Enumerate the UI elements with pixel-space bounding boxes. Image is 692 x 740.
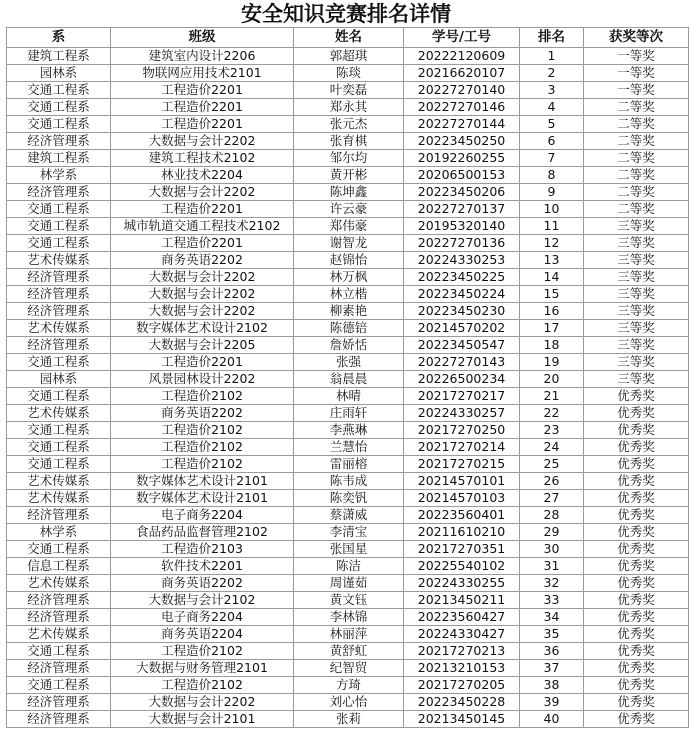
- department-cell: 交通工程系: [7, 541, 111, 558]
- name-cell: 陈洁: [294, 558, 404, 575]
- name-cell: 詹娇恬: [294, 337, 404, 354]
- id-cell: 20217270214: [404, 439, 520, 456]
- name-cell: 柳素艳: [294, 303, 404, 320]
- table-row: [7, 711, 689, 728]
- table-row: [7, 405, 689, 422]
- award-cell: 优秀奖: [584, 388, 689, 405]
- class-cell: 数字媒体艺术设计2101: [111, 473, 294, 490]
- table-row: [7, 558, 689, 575]
- department-cell: 信息工程系: [7, 558, 111, 575]
- rank-cell: 36: [520, 643, 584, 660]
- name-cell: 陈德锫: [294, 320, 404, 337]
- id-cell: 20227270143: [404, 354, 520, 371]
- award-cell: 优秀奖: [584, 405, 689, 422]
- class-cell: 商务英语2202: [111, 252, 294, 269]
- award-cell: 二等奖: [584, 184, 689, 201]
- rank-cell: 39: [520, 694, 584, 711]
- award-cell: 优秀奖: [584, 456, 689, 473]
- class-cell: 大数据与会计2202: [111, 303, 294, 320]
- table-row: [7, 116, 689, 133]
- department-cell: 建筑工程系: [7, 150, 111, 167]
- id-cell: 20217270215: [404, 456, 520, 473]
- name-cell: 张莉: [294, 711, 404, 728]
- id-cell: 20227270140: [404, 82, 520, 99]
- department-cell: 交通工程系: [7, 677, 111, 694]
- class-cell: 商务英语2204: [111, 626, 294, 643]
- id-cell: 20224330257: [404, 405, 520, 422]
- name-cell: 邹尔均: [294, 150, 404, 167]
- award-cell: 优秀奖: [584, 660, 689, 677]
- department-cell: 经济管理系: [7, 184, 111, 201]
- department-cell: 经济管理系: [7, 694, 111, 711]
- rank-cell: 11: [520, 218, 584, 235]
- rank-cell: 4: [520, 99, 584, 116]
- id-cell: 20217270351: [404, 541, 520, 558]
- award-cell: 一等奖: [584, 82, 689, 99]
- department-cell: 交通工程系: [7, 439, 111, 456]
- id-cell: 20206500153: [404, 167, 520, 184]
- award-cell: 三等奖: [584, 303, 689, 320]
- table-row: [7, 303, 689, 320]
- id-cell: 20213450145: [404, 711, 520, 728]
- id-cell: 20224330253: [404, 252, 520, 269]
- rank-cell: 6: [520, 133, 584, 150]
- department-cell: 林学系: [7, 524, 111, 541]
- class-cell: 商务英语2202: [111, 405, 294, 422]
- table-row: [7, 592, 689, 609]
- name-cell: 方琦: [294, 677, 404, 694]
- table-row: [7, 643, 689, 660]
- department-cell: 艺术传媒系: [7, 320, 111, 337]
- class-cell: 大数据与会计2202: [111, 133, 294, 150]
- table-row: [7, 626, 689, 643]
- id-cell: 20217270250: [404, 422, 520, 439]
- rank-cell: 17: [520, 320, 584, 337]
- id-cell: 20227270136: [404, 235, 520, 252]
- table-row: [7, 524, 689, 541]
- class-cell: 大数据与财务管理2101: [111, 660, 294, 677]
- name-cell: 林丽萍: [294, 626, 404, 643]
- name-cell: 林立楷: [294, 286, 404, 303]
- table-row: [7, 575, 689, 592]
- department-cell: 园林系: [7, 65, 111, 82]
- rank-cell: 14: [520, 269, 584, 286]
- name-cell: 叶奕磊: [294, 82, 404, 99]
- department-cell: 交通工程系: [7, 388, 111, 405]
- table-body: [7, 48, 689, 728]
- column-header-rank: 排名: [520, 28, 584, 48]
- class-cell: 电子商务2204: [111, 507, 294, 524]
- department-cell: 经济管理系: [7, 286, 111, 303]
- id-cell: 20211610210: [404, 524, 520, 541]
- table-row: [7, 422, 689, 439]
- class-cell: 建筑室内设计2206: [111, 48, 294, 65]
- class-cell: 食品药品监督管理2102: [111, 524, 294, 541]
- department-cell: 经济管理系: [7, 303, 111, 320]
- award-cell: 三等奖: [584, 218, 689, 235]
- table-row: [7, 337, 689, 354]
- department-cell: 交通工程系: [7, 201, 111, 218]
- name-cell: 兰慧怡: [294, 439, 404, 456]
- rank-cell: 18: [520, 337, 584, 354]
- award-cell: 优秀奖: [584, 541, 689, 558]
- award-cell: 二等奖: [584, 133, 689, 150]
- department-cell: 经济管理系: [7, 609, 111, 626]
- id-cell: 20192260255: [404, 150, 520, 167]
- class-cell: 工程造价2201: [111, 354, 294, 371]
- department-cell: 交通工程系: [7, 456, 111, 473]
- id-cell: 20195320140: [404, 218, 520, 235]
- id-cell: 20223450230: [404, 303, 520, 320]
- name-cell: 黄文钰: [294, 592, 404, 609]
- department-cell: 交通工程系: [7, 354, 111, 371]
- award-cell: 三等奖: [584, 286, 689, 303]
- table-row: [7, 354, 689, 371]
- table-row: [7, 235, 689, 252]
- table-row: [7, 252, 689, 269]
- column-header-class: 班级: [111, 28, 294, 48]
- class-cell: 工程造价2102: [111, 439, 294, 456]
- department-cell: 经济管理系: [7, 269, 111, 286]
- department-cell: 艺术传媒系: [7, 473, 111, 490]
- id-cell: 20223450206: [404, 184, 520, 201]
- name-cell: 蔡潇威: [294, 507, 404, 524]
- award-cell: 一等奖: [584, 65, 689, 82]
- rank-cell: 16: [520, 303, 584, 320]
- name-cell: 黄舒虹: [294, 643, 404, 660]
- class-cell: 工程造价2201: [111, 99, 294, 116]
- table-row: [7, 507, 689, 524]
- id-cell: 20223560401: [404, 507, 520, 524]
- id-cell: 20223560427: [404, 609, 520, 626]
- rank-cell: 1: [520, 48, 584, 65]
- id-cell: 20227270144: [404, 116, 520, 133]
- rank-cell: 7: [520, 150, 584, 167]
- table-row: [7, 150, 689, 167]
- department-cell: 艺术传媒系: [7, 575, 111, 592]
- award-cell: 优秀奖: [584, 677, 689, 694]
- department-cell: 林学系: [7, 167, 111, 184]
- name-cell: 郑伟豪: [294, 218, 404, 235]
- rank-cell: 2: [520, 65, 584, 82]
- department-cell: 建筑工程系: [7, 48, 111, 65]
- class-cell: 商务英语2202: [111, 575, 294, 592]
- award-cell: 一等奖: [584, 48, 689, 65]
- name-cell: 张国星: [294, 541, 404, 558]
- table-row: [7, 82, 689, 99]
- department-cell: 艺术传媒系: [7, 405, 111, 422]
- id-cell: 20214570103: [404, 490, 520, 507]
- rank-cell: 26: [520, 473, 584, 490]
- name-cell: 林万枫: [294, 269, 404, 286]
- id-cell: 20227270146: [404, 99, 520, 116]
- rank-cell: 21: [520, 388, 584, 405]
- award-cell: 优秀奖: [584, 626, 689, 643]
- id-cell: 20227270137: [404, 201, 520, 218]
- class-cell: 工程造价2103: [111, 541, 294, 558]
- id-cell: 20217270205: [404, 677, 520, 694]
- award-cell: 三等奖: [584, 269, 689, 286]
- table-row: [7, 473, 689, 490]
- table-row: [7, 541, 689, 558]
- rank-cell: 35: [520, 626, 584, 643]
- rank-cell: 5: [520, 116, 584, 133]
- table-row: [7, 184, 689, 201]
- id-cell: 20223450228: [404, 694, 520, 711]
- id-cell: 20214570101: [404, 473, 520, 490]
- column-header-department: 系: [7, 28, 111, 48]
- name-cell: 雷丽榕: [294, 456, 404, 473]
- award-cell: 优秀奖: [584, 507, 689, 524]
- rank-cell: 40: [520, 711, 584, 728]
- class-cell: 大数据与会计2202: [111, 269, 294, 286]
- class-cell: 工程造价2201: [111, 235, 294, 252]
- name-cell: 赵锦怡: [294, 252, 404, 269]
- award-cell: 优秀奖: [584, 473, 689, 490]
- table-row: [7, 694, 689, 711]
- class-cell: 工程造价2201: [111, 82, 294, 99]
- department-cell: 园林系: [7, 371, 111, 388]
- department-cell: 艺术传媒系: [7, 490, 111, 507]
- name-cell: 李燕琳: [294, 422, 404, 439]
- id-cell: 20226500234: [404, 371, 520, 388]
- name-cell: 张育棋: [294, 133, 404, 150]
- name-cell: 陈韦成: [294, 473, 404, 490]
- rank-cell: 32: [520, 575, 584, 592]
- table-row: [7, 167, 689, 184]
- award-cell: 优秀奖: [584, 439, 689, 456]
- table-row: [7, 48, 689, 65]
- class-cell: 电子商务2204: [111, 609, 294, 626]
- department-cell: 艺术传媒系: [7, 252, 111, 269]
- award-cell: 三等奖: [584, 337, 689, 354]
- department-cell: 交通工程系: [7, 643, 111, 660]
- name-cell: 李清宝: [294, 524, 404, 541]
- id-cell: 20213210153: [404, 660, 520, 677]
- table-row: [7, 677, 689, 694]
- ranking-table: [6, 27, 689, 728]
- table-row: [7, 218, 689, 235]
- column-header-name: 姓名: [294, 28, 404, 48]
- department-cell: 经济管理系: [7, 660, 111, 677]
- class-cell: 风景园林设计2202: [111, 371, 294, 388]
- name-cell: 周谨茹: [294, 575, 404, 592]
- name-cell: 陈奕钒: [294, 490, 404, 507]
- department-cell: 经济管理系: [7, 133, 111, 150]
- rank-cell: 22: [520, 405, 584, 422]
- award-cell: 优秀奖: [584, 422, 689, 439]
- award-cell: 三等奖: [584, 235, 689, 252]
- class-cell: 大数据与会计2202: [111, 286, 294, 303]
- name-cell: 刘心怡: [294, 694, 404, 711]
- table-row: [7, 388, 689, 405]
- id-cell: 20217270213: [404, 643, 520, 660]
- name-cell: 张强: [294, 354, 404, 371]
- name-cell: 陈坤鑫: [294, 184, 404, 201]
- rank-cell: 23: [520, 422, 584, 439]
- name-cell: 陈琰: [294, 65, 404, 82]
- rank-cell: 30: [520, 541, 584, 558]
- rank-cell: 28: [520, 507, 584, 524]
- page-title: 安全知识竞赛排名详情: [241, 2, 451, 26]
- rank-cell: 19: [520, 354, 584, 371]
- award-cell: 优秀奖: [584, 694, 689, 711]
- class-cell: 大数据与会计2101: [111, 711, 294, 728]
- award-cell: 三等奖: [584, 354, 689, 371]
- id-cell: 20225540102: [404, 558, 520, 575]
- name-cell: 郭超琪: [294, 48, 404, 65]
- rank-cell: 3: [520, 82, 584, 99]
- class-cell: 工程造价2201: [111, 116, 294, 133]
- department-cell: 交通工程系: [7, 116, 111, 133]
- department-cell: 交通工程系: [7, 82, 111, 99]
- department-cell: 经济管理系: [7, 507, 111, 524]
- table-row: [7, 490, 689, 507]
- id-cell: 20222120609: [404, 48, 520, 65]
- table-row: [7, 65, 689, 82]
- name-cell: 李林锦: [294, 609, 404, 626]
- table-row: [7, 286, 689, 303]
- id-cell: 20217270217: [404, 388, 520, 405]
- class-cell: 建筑工程技术2102: [111, 150, 294, 167]
- rank-cell: 8: [520, 167, 584, 184]
- table-row: [7, 269, 689, 286]
- table-row: [7, 371, 689, 388]
- rank-cell: 34: [520, 609, 584, 626]
- award-cell: 优秀奖: [584, 592, 689, 609]
- name-cell: 林晴: [294, 388, 404, 405]
- award-cell: 二等奖: [584, 99, 689, 116]
- class-cell: 软件技术2201: [111, 558, 294, 575]
- award-cell: 优秀奖: [584, 490, 689, 507]
- table-row: [7, 609, 689, 626]
- table-header-row: [7, 28, 689, 48]
- rank-cell: 31: [520, 558, 584, 575]
- class-cell: 数字媒体艺术设计2101: [111, 490, 294, 507]
- award-cell: 优秀奖: [584, 524, 689, 541]
- rank-cell: 25: [520, 456, 584, 473]
- rank-cell: 27: [520, 490, 584, 507]
- class-cell: 大数据与会计2202: [111, 694, 294, 711]
- award-cell: 三等奖: [584, 320, 689, 337]
- award-cell: 二等奖: [584, 167, 689, 184]
- department-cell: 交通工程系: [7, 235, 111, 252]
- class-cell: 工程造价2102: [111, 422, 294, 439]
- id-cell: 20224330427: [404, 626, 520, 643]
- department-cell: 经济管理系: [7, 337, 111, 354]
- column-header-award: 获奖等次: [584, 28, 689, 48]
- class-cell: 工程造价2102: [111, 456, 294, 473]
- name-cell: 庄雨轩: [294, 405, 404, 422]
- rank-cell: 33: [520, 592, 584, 609]
- name-cell: 黄开彬: [294, 167, 404, 184]
- department-cell: 经济管理系: [7, 592, 111, 609]
- class-cell: 林业技术2204: [111, 167, 294, 184]
- rank-cell: 13: [520, 252, 584, 269]
- award-cell: 优秀奖: [584, 575, 689, 592]
- table-row: [7, 439, 689, 456]
- name-cell: 谢智龙: [294, 235, 404, 252]
- award-cell: 优秀奖: [584, 643, 689, 660]
- department-cell: 艺术传媒系: [7, 626, 111, 643]
- id-cell: 20216620107: [404, 65, 520, 82]
- department-cell: 交通工程系: [7, 99, 111, 116]
- rank-cell: 38: [520, 677, 584, 694]
- class-cell: 大数据与会计2205: [111, 337, 294, 354]
- table-row: [7, 99, 689, 116]
- id-cell: 20214570202: [404, 320, 520, 337]
- department-cell: 交通工程系: [7, 218, 111, 235]
- table-row: [7, 456, 689, 473]
- department-cell: 经济管理系: [7, 711, 111, 728]
- rank-cell: 10: [520, 201, 584, 218]
- name-cell: 纪智贸: [294, 660, 404, 677]
- award-cell: 二等奖: [584, 116, 689, 133]
- class-cell: 城市轨道交通工程技术2102: [111, 218, 294, 235]
- table-row: [7, 320, 689, 337]
- id-cell: 20223450250: [404, 133, 520, 150]
- class-cell: 工程造价2201: [111, 201, 294, 218]
- department-cell: 交通工程系: [7, 422, 111, 439]
- rank-cell: 9: [520, 184, 584, 201]
- name-cell: 张元杰: [294, 116, 404, 133]
- column-header-id: 学号/工号: [404, 28, 520, 48]
- id-cell: 20213450211: [404, 592, 520, 609]
- award-cell: 二等奖: [584, 201, 689, 218]
- award-cell: 优秀奖: [584, 609, 689, 626]
- name-cell: 翁晨晨: [294, 371, 404, 388]
- award-cell: 优秀奖: [584, 711, 689, 728]
- id-cell: 20223450225: [404, 269, 520, 286]
- table-row: [7, 660, 689, 677]
- class-cell: 大数据与会计2202: [111, 184, 294, 201]
- rank-cell: 20: [520, 371, 584, 388]
- rank-cell: 15: [520, 286, 584, 303]
- award-cell: 三等奖: [584, 371, 689, 388]
- id-cell: 20224330255: [404, 575, 520, 592]
- id-cell: 20223450547: [404, 337, 520, 354]
- table-row: [7, 201, 689, 218]
- class-cell: 物联网应用技术2101: [111, 65, 294, 82]
- name-cell: 许云豪: [294, 201, 404, 218]
- award-cell: 优秀奖: [584, 558, 689, 575]
- class-cell: 工程造价2102: [111, 643, 294, 660]
- class-cell: 工程造价2102: [111, 388, 294, 405]
- rank-cell: 37: [520, 660, 584, 677]
- class-cell: 工程造价2102: [111, 677, 294, 694]
- name-cell: 郑永其: [294, 99, 404, 116]
- rank-cell: 24: [520, 439, 584, 456]
- table-row: [7, 133, 689, 150]
- class-cell: 数字媒体艺术设计2102: [111, 320, 294, 337]
- rank-cell: 12: [520, 235, 584, 252]
- class-cell: 大数据与会计2102: [111, 592, 294, 609]
- award-cell: 三等奖: [584, 252, 689, 269]
- award-cell: 二等奖: [584, 150, 689, 167]
- id-cell: 20223450224: [404, 286, 520, 303]
- rank-cell: 29: [520, 524, 584, 541]
